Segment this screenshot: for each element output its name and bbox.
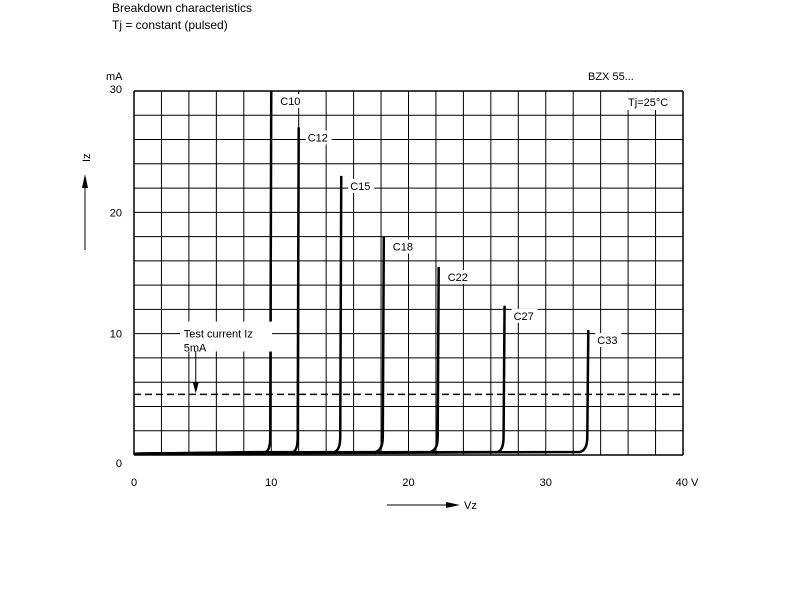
series-label-c10: C10 xyxy=(280,96,301,108)
x-axis-label: Vz xyxy=(464,500,477,512)
series-c10 xyxy=(134,91,271,454)
x-tick-label: 20 xyxy=(402,477,415,489)
series-label-c18: C18 xyxy=(392,241,413,254)
test-current-value: 5mA xyxy=(183,342,207,355)
series-c22 xyxy=(134,267,439,454)
x-axis-arrow xyxy=(387,502,460,508)
x-tick-label: 40 V xyxy=(675,477,699,489)
chart-title: Breakdown characteristics xyxy=(112,1,253,15)
y-tick-label: 30 xyxy=(109,84,122,96)
series-label-c33: C33 xyxy=(597,335,618,348)
series-c15 xyxy=(134,176,341,454)
y-unit-label: mA xyxy=(106,71,123,83)
y-axis-label: Iz xyxy=(81,153,93,162)
y-tick-label: 0 xyxy=(115,458,122,470)
chart-subtitle: Tj = constant (pulsed) xyxy=(112,18,228,32)
device-label: BZX 55... xyxy=(588,71,634,83)
series-label-c22: C22 xyxy=(447,271,468,284)
test-current-label: Test current Iz xyxy=(183,328,253,341)
x-tick-label: 0 xyxy=(130,477,138,489)
y-axis-arrow xyxy=(82,174,88,250)
series-label-c12: C12 xyxy=(307,132,328,145)
tick-labels xyxy=(110,84,699,489)
y-tick-label: 20 xyxy=(109,207,122,220)
x-tick-label: 30 xyxy=(539,477,552,489)
series-group xyxy=(134,91,621,454)
temperature-label: Tj=25°C xyxy=(628,97,669,109)
grid xyxy=(134,91,683,455)
series-label-c15: C15 xyxy=(350,180,371,193)
test-current-arrowhead xyxy=(193,382,199,393)
x-tick-label: 10 xyxy=(265,477,278,489)
y-tick-label: 10 xyxy=(109,328,122,341)
series-label-c27: C27 xyxy=(513,310,534,323)
